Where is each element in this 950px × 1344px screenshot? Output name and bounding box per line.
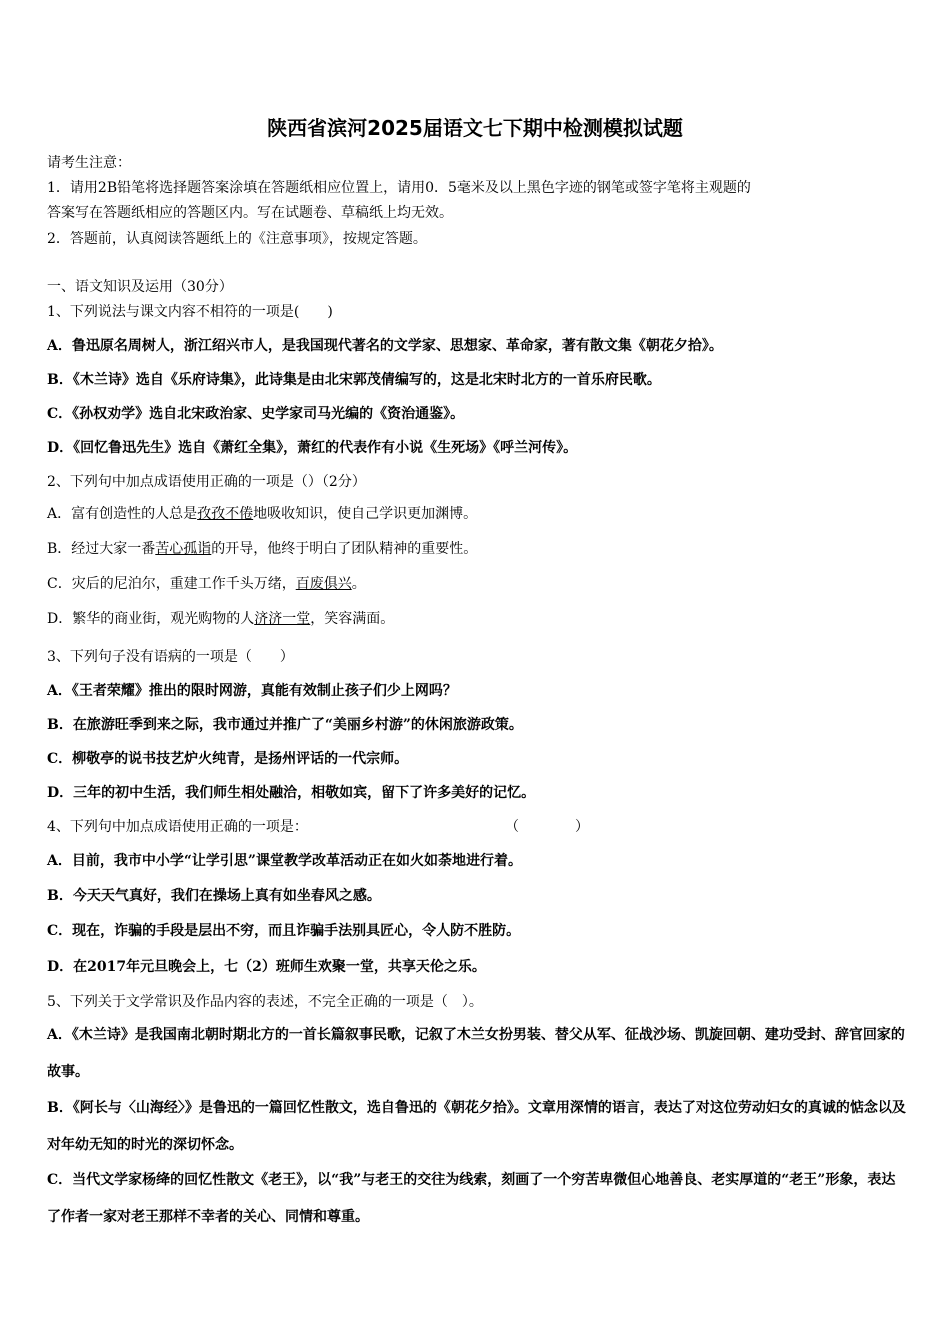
q1-option-b: B．《木兰诗》选自《乐府诗集》，此诗集是由北宋郭茂倩编写的，这是北宋时北方的一首乐府民歌。 bbox=[47, 372, 661, 388]
q3-option-d: D．三年的初中生活，我们师生相处融洽，相敬如宾，留下了许多美好的记忆。 bbox=[47, 785, 536, 801]
q4-stem-text: 4、下列句中加点成语使用正确的一项是： bbox=[47, 819, 308, 835]
q2-option-d bbox=[47, 608, 907, 628]
notice-heading: 请考生注意： bbox=[47, 155, 131, 171]
q1-stem: 1、下列说法与课文内容不相符的一项是( ) bbox=[47, 304, 333, 320]
q2-b-post: 的开导，他终于明白了团队精神的重要性。 bbox=[211, 541, 478, 557]
q3-stem: 3、下列句子没有语病的一项是（ ） bbox=[47, 649, 294, 665]
q4-option-d: D．在2017年元旦晚会上，七（2）班师生欢聚一堂，共享天伦之乐。 bbox=[47, 959, 486, 975]
q4-answer-blank: （ ） bbox=[505, 819, 589, 835]
q2-option-a bbox=[47, 503, 907, 523]
q3-option-a: A．《王者荣耀》推出的限时网游，真能有效制止孩子们少上网吗？ bbox=[47, 683, 457, 699]
q2-b-idiom: 苦心孤诣 bbox=[155, 541, 212, 557]
q2-option-b bbox=[47, 538, 907, 558]
q5-stem: 5、下列关于文学常识及作品内容的表述，不完全正确的一项是（ ）。 bbox=[47, 994, 483, 1010]
q5-option-b: B．《阿长与〈山海经〉》是鲁迅的一篇回忆性散文，选自鲁迅的《朝花夕拾》。文章用深情的语言，表达了对这位劳动妇女的真诚的惦念以及对年幼无知的时光的深切怀念。 bbox=[47, 1100, 906, 1153]
q4-stem bbox=[47, 816, 907, 836]
q3-option-b: B．在旅游旺季到来之际，我市通过并推广了“美丽乡村游”的休闲旅游政策。 bbox=[47, 717, 523, 733]
section-heading: 一、语文知识及运用（30分） bbox=[47, 279, 233, 295]
notice-item-1: 1．请用2B铅笔将选择题答案涂填在答题纸相应位置上，请用0．5毫米及以上黑色字迹的钢笔或签字笔将主观题的 bbox=[47, 180, 751, 196]
q2-d-idiom: 济济一堂 bbox=[254, 611, 311, 627]
q2-option-c bbox=[47, 573, 907, 593]
q5-option-c: C．当代文学家杨绛的回忆性散文《老王》，以“我”与老王的交往为线索，刻画了一个穷苦卑微但心地善良、老实厚道的“老王”形象，表达了作者一家对老王那样不幸者的关心、同情和尊重。 bbox=[47, 1172, 896, 1225]
q2-c-post: 。 bbox=[351, 576, 366, 592]
q2-stem: 2、下列句中加点成语使用正确的一项是（）（2分） bbox=[47, 474, 366, 490]
q3-option-c: C．柳敬亭的说书技艺炉火纯青，是扬州评话的一代宗师。 bbox=[47, 751, 409, 767]
q5-option-a: A．《木兰诗》是我国南北朝时期北方的一首长篇叙事民歌，记叙了木兰女扮男装、替父从军、征战沙场、凯旋回朝、建功受封、辞官回家的故事。 bbox=[47, 1027, 905, 1080]
q1-option-c: C．《孙权劝学》选自北宋政治家、史学家司马光编的《资治通鉴》。 bbox=[47, 406, 465, 422]
q4-option-a: A．目前，我市中小学“让学引思”课堂教学改革活动正在如火如荼地进行着。 bbox=[47, 853, 522, 869]
notice-item-2: 2．答题前，认真阅读答题纸上的《注意事项》，按规定答题。 bbox=[47, 231, 427, 247]
q1-option-a: A．鲁迅原名周树人，浙江绍兴市人，是我国现代著名的文学家、思想家、革命家，著有散文集《朝花夕拾》。 bbox=[47, 338, 723, 354]
q2-d-pre: D．繁华的商业街，观光购物的人 bbox=[47, 611, 255, 627]
q2-c-pre: C．灾后的尼泊尔，重建工作千头万绪， bbox=[47, 576, 296, 592]
q4-option-c: C．现在，诈骗的手段是层出不穷，而且诈骗手法别具匠心，令人防不胜防。 bbox=[47, 923, 521, 939]
q1-option-d: D．《回忆鲁迅先生》选自《萧红全集》，萧红的代表作有小说《生死场》《呼兰河传》。 bbox=[47, 440, 578, 456]
page-title: 陕西省滨河2025届语文七下期中检测模拟试题 bbox=[267, 116, 683, 140]
notice-item-1-cont: 答案写在答题纸相应的答题区内。写在试题卷、草稿纸上均无效。 bbox=[47, 205, 453, 221]
q2-c-idiom: 百废俱兴 bbox=[295, 576, 352, 592]
q2-a-pre: A．富有创造性的人总是 bbox=[47, 506, 198, 522]
q2-a-idiom: 孜孜不倦 bbox=[197, 506, 254, 522]
q4-option-b: B．今天天气真好，我们在操场上真有如坐春风之感。 bbox=[47, 888, 381, 904]
q2-a-post: 地吸收知识，使自己学识更加渊博。 bbox=[253, 506, 478, 522]
q2-d-post: ，笑容满面。 bbox=[310, 611, 395, 627]
q2-b-pre: B．经过大家一番 bbox=[47, 541, 156, 557]
